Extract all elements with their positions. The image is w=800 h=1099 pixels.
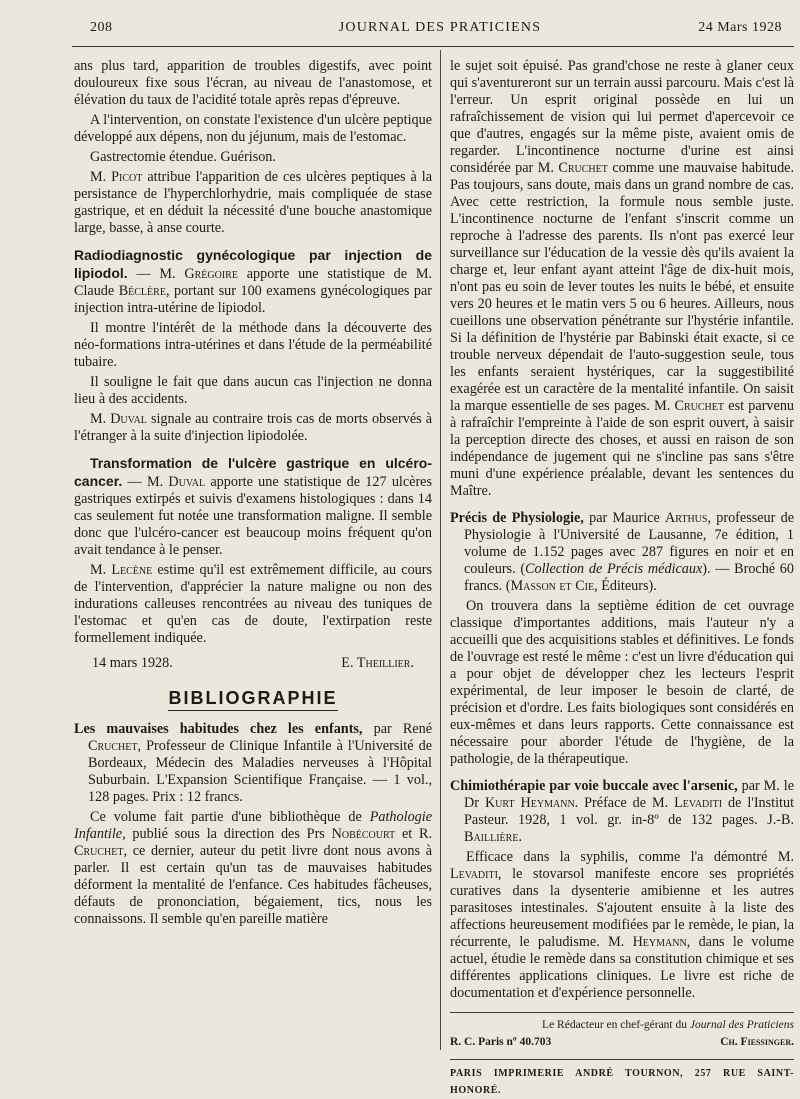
book-title: Chimiothérapie par voie buccale avec l'arsenic, [450, 778, 738, 794]
text: apporte une statistique de M. Claude [74, 266, 433, 299]
text: ). — Broché 60 francs. ( [464, 561, 794, 594]
author-name: Duval [110, 411, 147, 427]
footer-rule [450, 1012, 794, 1013]
author-name: Heymann [632, 934, 687, 950]
author-name: Lecène [111, 562, 153, 578]
column-divider [440, 50, 441, 1050]
text: attribue l'apparition de ces ulcères peptiques à la persistance de l'hyperchlorhydrie, mais compliquée de stase gastrique, et en déduit la nécessité d'une bouche anastomique large, basse, à anse courte. [74, 169, 433, 236]
book-title: Précis de Physiologie, [450, 510, 584, 526]
text: , publié sous la direction des Prs [122, 826, 325, 842]
page-number: 208 [90, 20, 113, 35]
text: apporte une statistique de 127 ulcères gastriques extirpés et suivis d'examens histologiques : dans 14 cas seulement fut notée une transformation maligne. Il semble donc que l'ulcéro-cancer est beaucoup moins fréquent qu'on avait tendance à le penser. [74, 474, 433, 558]
author-name: Cruchet [74, 843, 124, 859]
right-column [450, 58, 794, 1099]
journal-title: JOURNAL DES PRATICIENS [338, 20, 542, 35]
paragraph: Gastrectomie étendue. Guérison. [90, 149, 276, 165]
text: . Préface de M. [574, 795, 669, 811]
text: par Maurice [589, 510, 660, 526]
text: Ce volume fait partie d'une bibliothèque de [90, 809, 362, 825]
author-name: Arthus [665, 510, 708, 526]
paragraph [74, 411, 432, 445]
issue-date: 24 Mars 1928 [698, 20, 782, 35]
author-name: Levaditi [450, 866, 498, 882]
paragraph: Il montre l'intérêt de la méthode dans la découverte des néo-formations intra-utérines et dans l'étude de la perméabilité tubaire. [74, 320, 432, 370]
text: de l'Institut Pasteur. 1928, 1 vol. gr. in-8º de 132 pages. [464, 795, 795, 828]
text: , portant sur 100 examens gynécologiques par injection intra-utérine de lipiodol. [74, 283, 433, 316]
italic-text: Pathologie Infantile [74, 809, 432, 842]
text: Efficace dans la syphilis, comme l'a démontré M. [466, 849, 794, 865]
text: , dans le volume actuel, étudie le remède dans sa constitution chimique et ses différentes applications cliniques. Le livre est riche de documentation et d'expérience personnelle. [450, 934, 794, 1001]
text: , Professeur de Clinique Infantile à l'Université de Bordeaux, Médecin des Maladies nerveuses à l'Hôpital Suburbain. L'Expansion Scientifique Française. — 1 vol., 128 pages. Prix : 12 francs. [88, 738, 432, 805]
author-name: Cruchet [558, 160, 608, 176]
text: signale au contraire trois cas de morts observés à l'étranger à la suite d'injection lipiodolée. [74, 411, 432, 444]
registry-number: R. C. Paris nº 40.703 [450, 1036, 552, 1048]
book-entry-3 [450, 778, 794, 846]
signature-date: 14 mars 1928. [92, 655, 173, 671]
text: , professeur de Physiologie à l'Université de Lausanne, 7e édition, 1 volume de 1.152 pages avec 287 figures en noir et en couleurs. ( [464, 510, 794, 577]
heading-text: BIBLIOGRAPHIE [168, 688, 337, 711]
paragraph [74, 562, 432, 647]
paragraph: Il souligne le fait que dans aucun cas l'injection ne donna lieu à des accidents. [74, 374, 432, 407]
author-name: Levaditi [674, 795, 723, 811]
text: comme une mauvaise habitude. Pas toujours, sans doute, mais dans un grand nombre de cas. Avec cette restriction, la formule nous semble juste. L'incontinence nocturne de l'enfant s'inscrit comme un reproche à l'adresse des parents. Ils n'ont pas exercé leur surveillance sur l'éducation de la vessie dès qu'ils avaient la charge et, leur enfant ayant atteint l'âge de dix-huit mois, n'ont pas eu soin de lever toutes les nuits le bébé, et ensuite vers 20 heures et le matin vers 5 ou 6 heures. Ailleurs, nous cueillons une observation pénétrante sur l'hystérie infantile. Si la définition de l'hystérie par Babinski était exacte, si ce trouble nerveux dépendait de l'auto-suggestion seule, tous les enfants seraient hystériques, car la suggestibilité exagérée est un caractère de la mentalité infantile. On saisit la marque essentielle de ses pages. M. [450, 160, 795, 414]
paragraph [74, 169, 432, 237]
author-name: Nobécourt [331, 826, 396, 842]
section-radiodiagnostic [74, 247, 432, 317]
paragraph [74, 809, 432, 928]
book-title: Les mauvaises habitudes chez les enfants, [74, 721, 363, 737]
book-entry-2 [450, 510, 794, 595]
text: — M. [122, 474, 164, 490]
text: estime qu'il est extrêmement difficile, au cours de l'intervention, d'apprécier la nature maligne ou non des indurations calleuses rencontrées au niveau des tuniques de l'estomac et qu'en cas de doute, l'extirpation reste formellement indiquée. [74, 562, 433, 646]
section-title: Radiodiagnostic gynécologique par injection de lipiodol. [74, 247, 432, 281]
author-name: Grégoire [184, 266, 238, 282]
text: M. [90, 562, 107, 578]
text: , ce dernier, auteur du petit livre dont nous avons à parler. Il est certain qu'un tas de mauvaises habitudes déforment la mentalité de l'enfance. Ces habitudes fâcheuses, défauts de prononciation, bégaiement, tics, nous les connaissons. Il semble qu'en pareille matière [74, 843, 432, 927]
author-name: Béclère [118, 283, 166, 299]
footer-gerant [450, 1017, 794, 1034]
text: par René [373, 721, 432, 737]
author-name: Picot [111, 169, 143, 185]
text: M. [90, 169, 107, 185]
paragraph: On trouvera dans la septième édition de cet ouvrage classique d'importantes additions, mais l'auteur n'y a accueilli que des acquisitions stables et définitives. Le fonds de l'ouvrage est resté le même : c'est un livre d'éducation qui a pour objet de développer chez les lecteurs l'esprit expérimental, de leur imposer le besoin de clarté, de précision et d'ordre. Les faits biologiques sont considérés en eux-mêmes et dans leurs rapports. Cette connaissance est nécessaire pour aborder l'étude de l'hygiène, de la pathologie, de la thérapeutique. [450, 598, 794, 767]
left-column [74, 58, 432, 931]
bibliography-heading [74, 690, 432, 707]
text: Le Rédacteur en chef-gérant du [542, 1019, 687, 1031]
text: , le stovarsol manifeste encore ses propriétés curatives dans la dysenterie amibienne et les autres parasitoses intestinales. S'ajoutent ensuite à la liste des affections heureusement modifiées par le remède, le pian, la récurrente, le paludisme. M. [450, 866, 794, 950]
imprint: PARIS IMPRIMERIE ANDRÉ TOURNON, 257 RUE SAINT-HONORÉ. [450, 1059, 794, 1099]
paragraph [450, 58, 794, 500]
section-transformation [74, 455, 432, 559]
paragraph [450, 849, 794, 1002]
author-name: Duval [168, 474, 206, 490]
text: , Éditeurs). [594, 578, 657, 594]
text: et R. [401, 826, 432, 842]
text: est parvenu à rafraîchir l'empreinte à l'aide de son esprit ouvert, à saisir la perception directe des choses, et aussi en raison de son indépendance de jugement qui ne s'incline pas sans s'être muni d'une expérience préalable, devant les sentences du Maître. [450, 398, 795, 499]
signature-name: E. Theillier. [341, 655, 414, 671]
italic-text: Journal des Praticiens [689, 1019, 794, 1031]
footer-row [450, 1034, 794, 1051]
header-rule [72, 46, 794, 47]
page-header [88, 20, 792, 42]
paragraph: ans plus tard, apparition de troubles digestifs, avec point douloureux fixe sous l'écran, au niveau de l'anastomose, et élévation du taux de l'acidité totale après repas d'épreuve. [74, 58, 432, 108]
paragraph: A l'intervention, on constate l'existence d'un ulcère peptique développé aux dépens, non du jéjunum, mais de l'estomac. [74, 112, 432, 145]
author-name: Cruchet [674, 398, 724, 414]
publisher-name: J.-B. Baillière. [464, 812, 795, 845]
signature-line [74, 655, 432, 672]
author-name: Cruchet [88, 738, 138, 754]
publisher-name: Masson et Cie [510, 578, 595, 594]
text: par M. le Dr [464, 778, 795, 811]
italic-text: Collection de Précis médicaux [525, 561, 703, 577]
author-name: Kurt Heymann [484, 795, 575, 811]
text: — M. [127, 266, 176, 282]
section-title: Transformation de l'ulcère gastrique en ulcéro-cancer. [74, 455, 432, 489]
book-entry-1 [74, 721, 432, 806]
text: M. [90, 411, 107, 427]
text: le sujet soit épuisé. Pas grand'chose ne reste à glaner ceux qui s'aventureront sur un terrain aussi parcouru. Mais c'est là l'erreur. Un esprit original possède en lui un rafraîchissement de vision qui lui permet d'apercevoir ce que d'autres, engagés sur la même piste, avaient omis de regarder. L'incontinence nocturne d'urine est ainsi considérée par M. [450, 58, 794, 176]
gerant-name: Ch. Fiessinger. [720, 1036, 794, 1048]
